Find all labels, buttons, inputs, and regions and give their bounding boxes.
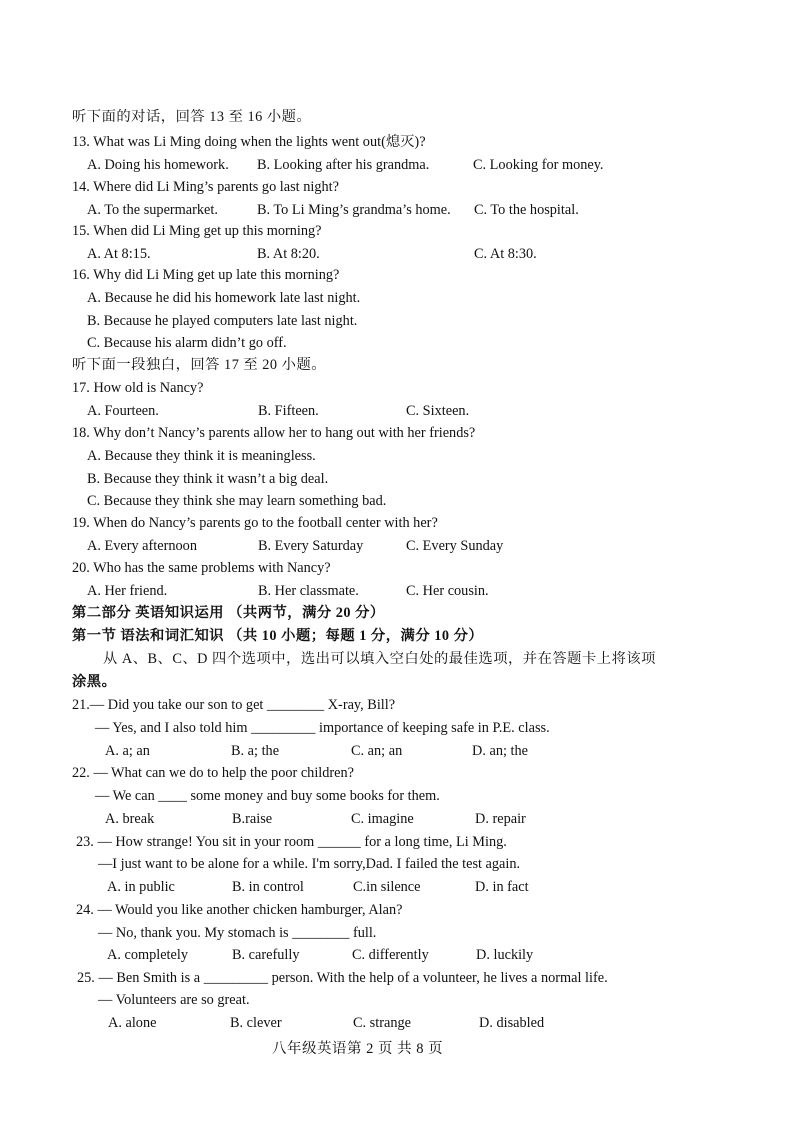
question-14-option-c: C. To the hospital.: [474, 202, 579, 218]
question-14-option-a: A. To the supermarket.: [87, 202, 218, 218]
question-18-stem: 18. Why don’t Nancy’s parents allow her to hang out with her friends?: [72, 425, 476, 441]
question-19-option-b: B. Every Saturday: [258, 538, 364, 554]
question-24-line-2: — No, thank you. My stomach is ________ full.: [98, 925, 377, 941]
question-19-stem: 19. When do Nancy’s parents go to the football center with her?: [72, 515, 438, 531]
question-23-line-1: 23. — How strange! You sit in your room ______ for a long time, Li Ming.: [76, 834, 507, 850]
question-17-option-b: B. Fifteen.: [258, 403, 319, 419]
question-22-line-2: — We can ____ some money and buy some books for them.: [95, 788, 440, 804]
question-14-option-b: B. To Li Ming’s grandma’s home.: [257, 202, 451, 218]
question-21-line-2: — Yes, and I also told him _________ importance of keeping safe in P.E. class.: [95, 720, 550, 736]
question-13-stem: 13. What was Li Ming doing when the lights went out(熄灭)?: [72, 134, 426, 150]
question-16-option-b: B. Because he played computers late last night.: [87, 313, 358, 329]
question-23-option-c: C.in silence: [353, 879, 421, 895]
question-20-stem: 20. Who has the same problems with Nancy?: [72, 560, 331, 576]
question-22-option-a: A. break: [105, 811, 155, 827]
question-17-option-c: C. Sixteen.: [406, 403, 470, 419]
question-22-option-b: B.raise: [232, 811, 273, 827]
question-19-option-c: C. Every Sunday: [406, 538, 504, 554]
question-22-line-1: 22. — What can we do to help the poor children?: [72, 765, 355, 781]
question-14-stem: 14. Where did Li Ming’s parents go last night?: [72, 179, 339, 195]
question-16-stem: 16. Why did Li Ming get up late this morning?: [72, 267, 340, 283]
page-footer: 八年级英语第 2 页 共 8 页: [272, 1041, 444, 1057]
question-21-line-1: 21.— Did you take our son to get ________ X-ray, Bill?: [72, 697, 396, 713]
question-13-option-a: A. Doing his homework.: [87, 157, 229, 173]
question-15-option-a: A. At 8:15.: [87, 246, 151, 262]
question-19-option-a: A. Every afternoon: [87, 538, 197, 554]
question-18-option-b: B. Because they think it wasn’t a big deal.: [87, 471, 329, 487]
monologue-instructions: 听下面一段独白，回答 17 至 20 小题。: [72, 357, 327, 373]
question-23-line-2: —I just want to be alone for a while. I'm sorry,Dad. I failed the test again.: [98, 856, 521, 872]
question-17-stem: 17. How old is Nancy?: [72, 380, 204, 396]
section-instructions-line-1: 从 A、B、C、D 四个选项中，选出可以填入空白处的最佳选项，并在答题卡上将该项: [103, 651, 656, 667]
question-25-option-d: D. disabled: [479, 1015, 545, 1031]
question-20-option-b: B. Her classmate.: [258, 583, 359, 599]
question-21-option-a: A. a; an: [105, 743, 150, 759]
dialogue-instructions: 听下面的对话，回答 13 至 16 小题。: [72, 109, 312, 125]
question-25-line-2: — Volunteers are so great.: [98, 992, 250, 1008]
section-instructions-line-2: 涂黑。: [72, 674, 117, 690]
question-16-option-a: A. Because he did his homework late last night.: [87, 290, 361, 306]
question-25-option-b: B. clever: [230, 1015, 282, 1031]
question-13-option-c: C. Looking for money.: [473, 157, 604, 173]
question-18-option-a: A. Because they think it is meaningless.: [87, 448, 316, 464]
question-23-option-a: A. in public: [107, 879, 175, 895]
question-13-option-b: B. Looking after his grandma.: [257, 157, 430, 173]
question-21-option-b: B. a; the: [231, 743, 280, 759]
section-1-heading: 第一节 语法和词汇知识 （共 10 小题；每题 1 分，满分 10 分）: [72, 628, 484, 644]
question-15-stem: 15. When did Li Ming get up this morning?: [72, 223, 322, 239]
question-22-option-c: C. imagine: [351, 811, 414, 827]
question-21-option-c: C. an; an: [351, 743, 403, 759]
question-24-option-a: A. completely: [107, 947, 188, 963]
question-20-option-a: A. Her friend.: [87, 583, 168, 599]
question-22-option-d: D. repair: [475, 811, 526, 827]
question-25-line-1: 25. — Ben Smith is a _________ person. With the help of a volunteer, he lives a normal life.: [77, 970, 608, 986]
question-15-option-c: C. At 8:30.: [474, 246, 537, 262]
question-25-option-a: A. alone: [108, 1015, 157, 1031]
question-24-option-b: B. carefully: [232, 947, 300, 963]
question-18-option-c: C. Because they think she may learn something bad.: [87, 493, 387, 509]
question-15-option-b: B. At 8:20.: [257, 246, 320, 262]
part-2-heading: 第二部分 英语知识运用 （共两节，满分 20 分）: [72, 605, 385, 621]
question-23-option-b: B. in control: [232, 879, 304, 895]
question-24-option-c: C. differently: [352, 947, 429, 963]
question-24-line-1: 24. — Would you like another chicken hamburger, Alan?: [76, 902, 403, 918]
question-17-option-a: A. Fourteen.: [87, 403, 159, 419]
question-23-option-d: D. in fact: [475, 879, 529, 895]
question-24-option-d: D. luckily: [476, 947, 534, 963]
question-21-option-d: D. an; the: [472, 743, 528, 759]
question-25-option-c: C. strange: [353, 1015, 411, 1031]
question-20-option-c: C. Her cousin.: [406, 583, 489, 599]
question-16-option-c: C. Because his alarm didn’t go off.: [87, 335, 287, 351]
